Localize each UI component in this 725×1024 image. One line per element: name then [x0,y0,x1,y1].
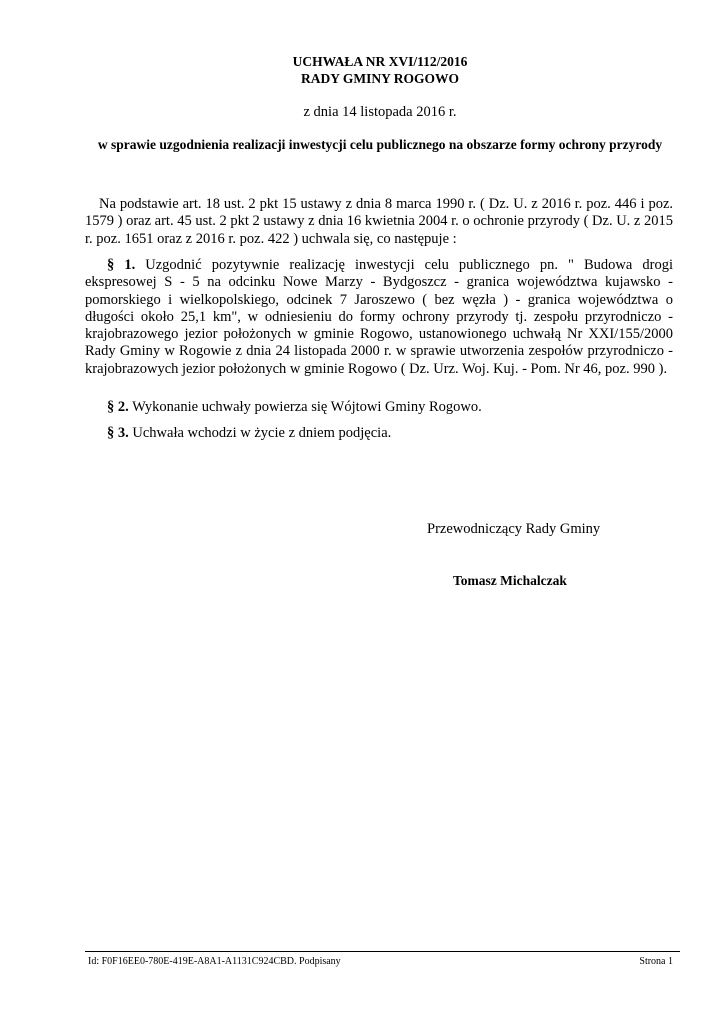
footer-divider [85,951,680,952]
title-line-council: RADY GMINY ROGOWO [301,71,459,86]
resolution-title [85,53,675,87]
footer-document-id: Id: F0F16EE0-780E-419E-A8A1-A1131C924CBD. Podpisany [88,956,341,967]
title-line-number: UCHWAŁA NR XVI/112/2016 [292,54,468,69]
paragraph-2-label: § 2. [107,399,129,415]
resolution-date: z dnia 14 listopada 2016 r. [303,104,457,120]
paragraph-1-text: Uzgodnić pozytywnie realizację inwestycji celu publicznego pn. " Budowa drogi ekspresowej S - 5 na odcinku Nowe Marzy - Bydgoszcz - granica województwa kujawsko - pomorskiego i wielkopolskiego, odcinek 7 Jaroszewo ( bez węzła ) - granica województwa o długości około 25,1 km", w odniesieniu do formy ochrony przyrody tj. zespołu przyrodniczo - krajobrazowego jezior położonych w gminie Rogowo, ustanowionego uchwałą Nr XXI/155/2000 Rady Gminy w Rogowie z dnia 24 listopada 2000 r. w sprawie utworzenia zespołów przyrodniczo - krajobrazowych jezior położonych w gminie Rogowo ( Dz. Urz. Woj. Kuj. - Pom. Nr 46, poz. 990 ). [85,257,674,377]
paragraph-3-label: § 3. [107,425,129,441]
legal-basis-paragraph: Na podstawie art. 18 ust. 2 pkt 15 ustawy z dnia 8 marca 1990 r. ( Dz. U. z 2016 r. poz. 446 i poz. 1579 ) oraz art. 45 ust. 2 pkt 2 ustawy z dnia 16 kwietnia 2004 r. o ochronie przyrody ( Dz. U. z 2015 r. poz. 1651 oraz z 2016 r. poz. 422 ) uchwala się, co następuje : [85,196,673,247]
paragraph-1-label: § 1. [107,257,136,273]
paragraph-2-text: Wykonanie uchwały powierza się Wójtowi Gminy Rogowo. [128,399,482,415]
footer-page-number: Strona 1 [639,956,673,967]
paragraph-3 [85,425,673,442]
signature-name: Tomasz Michalczak [453,573,567,588]
paragraph-1 [85,257,673,378]
paragraph-2 [85,399,673,416]
signature-title: Przewodniczący Rady Gminy [427,521,601,537]
resolution-subject: w sprawie uzgodnienia realizacji inwestycji celu publicznego na obszarze formy ochrony przyrody [97,137,663,152]
paragraph-3-text: Uchwała wchodzi w życie z dniem podjęcia. [128,425,392,441]
